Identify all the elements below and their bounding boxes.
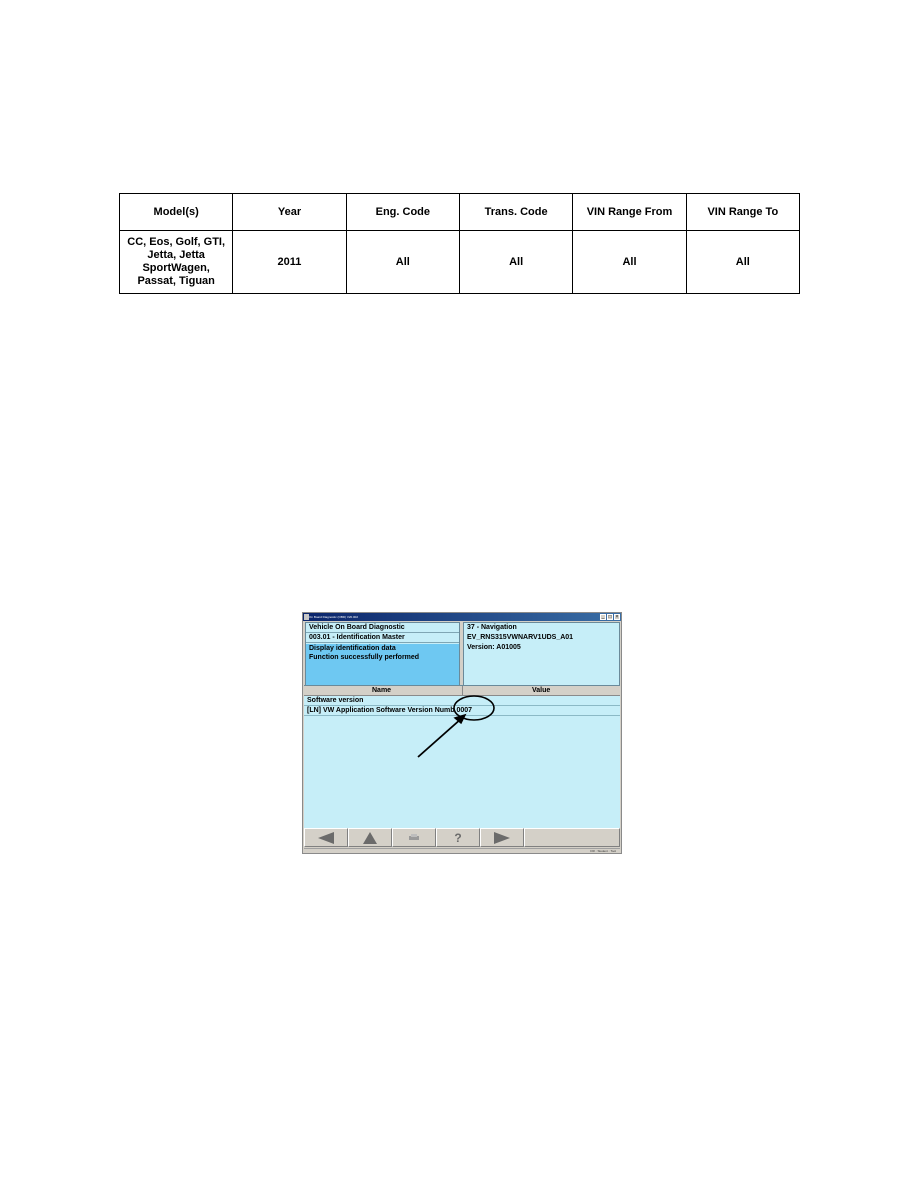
maximize-icon[interactable]: □ — [608, 614, 612, 620]
diagnostic-tester-screenshot — [302, 612, 622, 854]
cell-vin-range-from: All — [573, 231, 686, 294]
control-module-panel — [463, 622, 620, 692]
cell-year: 2011 — [233, 231, 346, 294]
status-bar: DR ◦ Student ◦ Tool — [304, 848, 620, 853]
arrow-right-icon — [494, 832, 510, 844]
function-result: Function successfully performed — [309, 654, 420, 661]
column-divider — [462, 686, 463, 696]
bottom-toolbar — [304, 828, 620, 848]
header-models: Model(s) — [120, 194, 233, 231]
identification-data-grid — [304, 685, 620, 829]
table-row — [120, 231, 800, 294]
function-status-area — [306, 644, 459, 691]
header-year: Year — [233, 194, 346, 231]
title-bar — [303, 613, 621, 621]
applicability-table — [119, 193, 800, 294]
back-button[interactable] — [304, 828, 348, 847]
grid-group-row[interactable]: Software version — [304, 696, 620, 706]
grid-row-value: 0007 — [456, 707, 473, 714]
column-header-name[interactable]: Name — [372, 687, 392, 694]
cell-models: CC, Eos, Golf, GTI, Jetta, Jetta SportWagen, Passat, Tiguan — [120, 231, 233, 294]
header-vin-range-to: VIN Range To — [686, 194, 799, 231]
grid-data-row[interactable] — [304, 706, 620, 716]
window-title: On Board Diagnostic (OBD) V20.002 — [309, 615, 359, 619]
forward-button[interactable] — [480, 828, 524, 847]
module-name: 37 - Navigation — [467, 624, 517, 631]
column-header-value[interactable]: Value — [532, 687, 551, 694]
arrow-left-icon — [318, 832, 334, 844]
help-button[interactable]: ? — [436, 828, 480, 847]
function-step: Display identification data — [309, 645, 396, 652]
printer-icon — [409, 834, 419, 841]
function-panel — [305, 622, 460, 692]
up-button[interactable] — [348, 828, 392, 847]
minimize-icon[interactable]: _ — [601, 614, 605, 620]
header-vin-range-from: VIN Range From — [573, 194, 686, 231]
cell-vin-range-to: All — [686, 231, 799, 294]
function-item[interactable]: 003.01 - Identification Master — [306, 633, 459, 643]
cell-trans-code: All — [459, 231, 572, 294]
close-icon[interactable]: × — [615, 614, 619, 620]
cell-eng-code: All — [346, 231, 459, 294]
function-title: Vehicle On Board Diagnostic — [306, 623, 459, 633]
header-trans-code: Trans. Code — [459, 194, 572, 231]
table-header-row — [120, 194, 800, 231]
empty-toolbar-slot — [524, 828, 620, 847]
module-part-id: EV_RNS315VWNARV1UDS_A01 — [467, 634, 574, 641]
print-button[interactable] — [392, 828, 436, 847]
module-version: Version: A01005 — [467, 644, 521, 651]
grid-row-name: [LN] VW Application Software Version Numb — [307, 707, 455, 714]
header-eng-code: Eng. Code — [346, 194, 459, 231]
arrow-up-icon — [363, 832, 377, 844]
grid-header — [304, 686, 620, 696]
